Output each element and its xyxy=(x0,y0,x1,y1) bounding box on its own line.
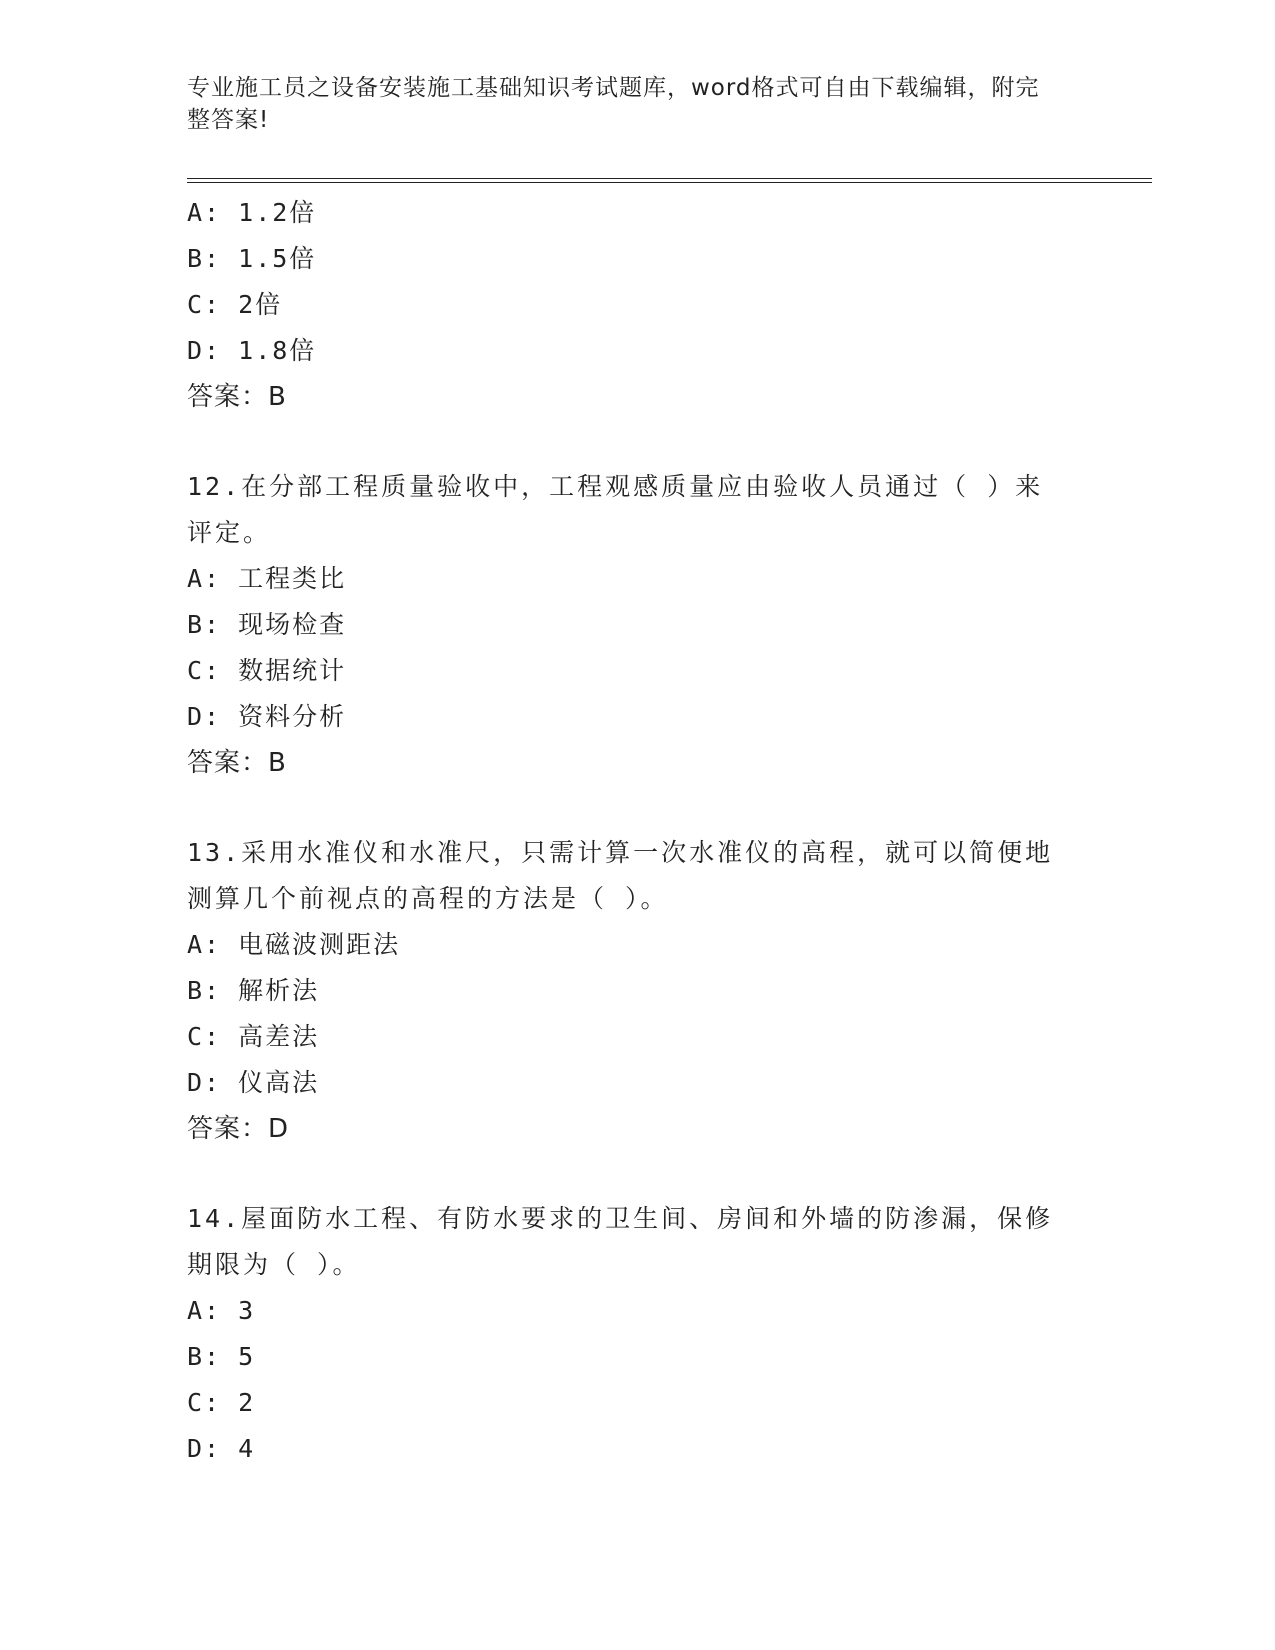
option-c: C: 数据统计 xyxy=(187,656,347,685)
header-line-2: 整答案! xyxy=(187,107,270,133)
option-d: D: 1.8倍 xyxy=(187,336,317,365)
option-a: A: 工程类比 xyxy=(187,564,347,593)
answer: 答案：D xyxy=(187,1114,290,1144)
answer: 答案：B xyxy=(187,748,287,778)
question-text-line-1: 12.在分部工程质量验收中，工程观感质量应由验收人员通过（ ）来 xyxy=(187,472,1044,501)
option-d: D: 仪高法 xyxy=(187,1068,320,1097)
question-14 xyxy=(187,1196,1087,1472)
option-c: C: 2倍 xyxy=(187,290,283,319)
question-text-line-2: 期限为（ ）。 xyxy=(187,1250,361,1279)
option-c: C: 高差法 xyxy=(187,1022,320,1051)
question-text-line-2: 评定。 xyxy=(187,518,272,547)
header-line-1: 专业施工员之设备安装施工基础知识考试题库，word格式可自由下载编辑，附完 xyxy=(187,75,1040,101)
question-list xyxy=(187,190,1087,1472)
option-b: B: 解析法 xyxy=(187,976,320,1005)
option-a: A: 3 xyxy=(187,1296,256,1325)
option-d: D: 4 xyxy=(187,1434,256,1463)
question-text-line-2: 测算几个前视点的高程的方法是（ ）。 xyxy=(187,884,669,913)
option-a: A: 1.2倍 xyxy=(187,198,317,227)
option-d: D: 资料分析 xyxy=(187,702,347,731)
option-c: C: 2 xyxy=(187,1388,256,1417)
question-text-line-1: 14.屋面防水工程、有防水要求的卫生间、房间和外墙的防渗漏，保修 xyxy=(187,1204,1054,1233)
option-b: B: 5 xyxy=(187,1342,256,1371)
answer: 答案：B xyxy=(187,382,287,412)
question-13 xyxy=(187,830,1087,1152)
question-12 xyxy=(187,464,1087,786)
option-a: A: 电磁波测距法 xyxy=(187,930,401,959)
option-b: B: 现场检查 xyxy=(187,610,347,639)
question-text-line-1: 13.采用水准仪和水准尺，只需计算一次水准仪的高程，就可以简便地 xyxy=(187,838,1054,867)
option-b: B: 1.5倍 xyxy=(187,244,317,273)
document-header xyxy=(187,72,1067,136)
question-11 xyxy=(187,190,1087,420)
header-divider xyxy=(187,178,1152,183)
